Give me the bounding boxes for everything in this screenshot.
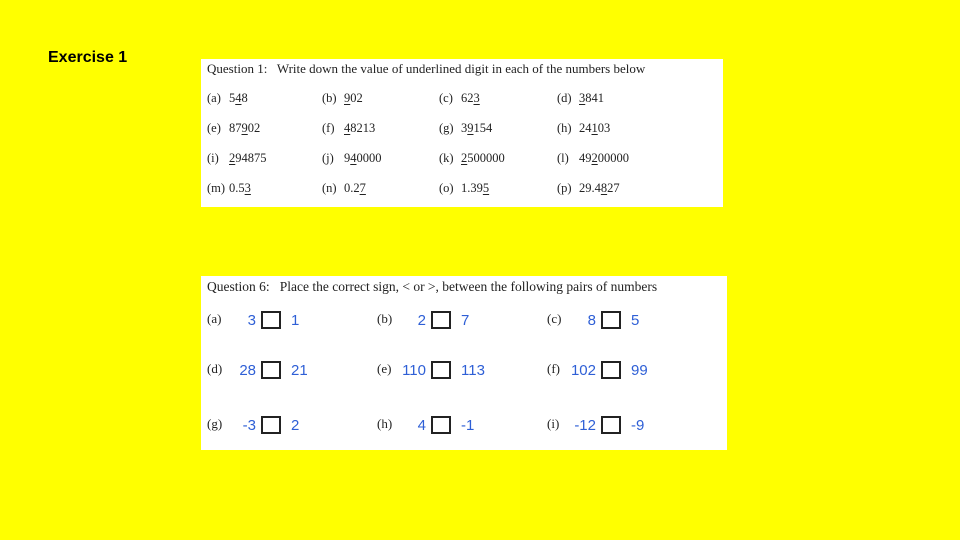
q1-underlined-digit: 7 (359, 181, 366, 195)
q1-item (322, 91, 363, 106)
q1-number-after: 500000 (467, 151, 505, 165)
q1-item-label: (a) (207, 91, 221, 105)
q1-item (557, 121, 610, 136)
q1-item (207, 121, 260, 136)
q6-item-label: (a) (207, 311, 222, 326)
q6-right-number: -1 (461, 417, 475, 434)
q1-number-before: 49 (579, 151, 592, 165)
q6-right-number: -9 (631, 417, 645, 434)
q1-underlined-digit: 4 (350, 151, 357, 165)
q1-number-before: 9 (344, 151, 351, 165)
q1-item (439, 151, 505, 166)
q6-right-number: 21 (291, 362, 308, 379)
q1-number-before: 0.5 (229, 181, 245, 195)
q1-underlined-digit: 2 (591, 151, 598, 165)
q1-item (557, 151, 629, 166)
question-1-header (207, 61, 645, 77)
q6-right-number: 7 (461, 312, 470, 329)
q6-item-label: (d) (207, 361, 223, 376)
q1-item-label: (f) (322, 121, 335, 135)
q1-item (557, 181, 620, 196)
q6-item-label: (i) (547, 416, 560, 431)
q6-item-label: (c) (547, 311, 562, 326)
q1-number-after: 8213 (350, 121, 376, 135)
q6-left-number: 28 (239, 362, 256, 379)
q1-item-label: (j) (322, 151, 334, 165)
q1-item (207, 91, 248, 106)
q6-item-label: (h) (377, 416, 393, 431)
q1-number-before: 87 (229, 121, 242, 135)
q1-number-after: 02 (247, 121, 261, 135)
q1-number-after: 8 (241, 91, 248, 105)
q6-left-number: 110 (402, 362, 426, 379)
q1-item-label: (h) (557, 121, 572, 135)
q1-item-label: (e) (207, 121, 221, 135)
q1-underlined-digit: 1 (591, 121, 598, 135)
q1-underlined-digit: 3 (244, 181, 251, 195)
q6-item-label: (f) (547, 361, 560, 376)
q1-item (322, 181, 366, 196)
q1-item-label: (d) (557, 91, 572, 105)
q1-item-label: (n) (322, 181, 337, 195)
q6-right-number: 2 (291, 417, 300, 434)
q6-left-number: 8 (587, 312, 596, 329)
q1-number-after: 27 (607, 181, 620, 195)
q6-item-label: (g) (207, 416, 223, 431)
q1-item (207, 181, 251, 196)
q1-number-after: 00000 (597, 151, 629, 165)
q6-left-number: 4 (417, 417, 426, 434)
q1-number-before: 29.4 (579, 181, 601, 195)
q1-item-label: (b) (322, 91, 337, 105)
q1-underlined-digit: 9 (241, 121, 248, 135)
answer-box[interactable] (261, 311, 281, 329)
q1-item-label: (g) (439, 121, 454, 135)
question-1-label: Question 1: (207, 61, 268, 76)
q6-left-number: 3 (247, 312, 256, 329)
q1-underlined-digit: 2 (461, 151, 468, 165)
q1-item (439, 121, 492, 136)
answer-box[interactable] (431, 311, 451, 329)
exercise-title: Exercise 1 (48, 49, 128, 66)
q1-underlined-digit: 3 (579, 91, 586, 105)
q6-right-number: 1 (291, 312, 300, 329)
q1-underlined-digit: 2 (229, 151, 236, 165)
q1-underlined-digit: 9 (467, 121, 474, 135)
q1-underlined-digit: 3 (473, 91, 480, 105)
q1-item-label: (c) (439, 91, 453, 105)
q6-left-number: 102 (570, 362, 596, 379)
q1-item (207, 151, 267, 166)
q1-item-label: (i) (207, 151, 219, 165)
q1-number-after: 0000 (356, 151, 382, 165)
q1-underlined-digit: 4 (344, 121, 351, 135)
question-6-header (207, 279, 657, 295)
question-1-card (201, 59, 723, 207)
q1-number-after: 03 (597, 121, 611, 135)
q1-underlined-digit: 5 (482, 181, 490, 195)
q1-item-label: (l) (557, 151, 569, 165)
q1-number-after: 02 (350, 91, 363, 105)
answer-box[interactable] (601, 311, 621, 329)
q6-right-number: 113 (461, 362, 485, 379)
q1-number-after: 94875 (235, 151, 267, 165)
question-6-prompt: Place the correct sign, < or >, between the following pairs of numbers (279, 279, 658, 294)
q1-item (322, 151, 382, 166)
q1-item (439, 91, 480, 106)
answer-box[interactable] (601, 416, 621, 434)
q6-left-number: 2 (417, 312, 426, 329)
question-6-card (201, 276, 727, 450)
q6-left-number: -3 (242, 417, 256, 434)
q1-number-before: 62 (461, 91, 474, 105)
answer-box[interactable] (261, 361, 281, 379)
q1-number-before: 24 (579, 121, 592, 135)
answer-box[interactable] (431, 416, 451, 434)
q1-item (557, 91, 604, 106)
q1-number-before: 1.39 (461, 181, 483, 195)
q1-number-before: 3 (461, 121, 468, 135)
q6-item-label: (b) (377, 311, 393, 326)
answer-box[interactable] (261, 416, 281, 434)
q6-right-number: 5 (631, 312, 640, 329)
q1-item-label: (m) (207, 181, 226, 195)
q1-item (439, 181, 489, 196)
q1-item-label: (p) (557, 181, 572, 195)
q1-item-label: (k) (439, 151, 454, 165)
answer-box[interactable] (431, 361, 451, 379)
q1-number-before: 0.2 (344, 181, 360, 195)
q6-item-label: (e) (377, 361, 392, 376)
answer-box[interactable] (601, 361, 621, 379)
q6-left-number: -12 (574, 417, 596, 434)
q1-underlined-digit: 9 (344, 91, 351, 105)
q1-item-label: (o) (439, 181, 454, 195)
question-6-label: Question 6: (207, 279, 270, 294)
q1-underlined-digit: 8 (600, 181, 608, 195)
q1-underlined-digit: 4 (235, 91, 242, 105)
q1-item (322, 121, 375, 136)
q1-number-before: 5 (229, 91, 236, 105)
q1-number-after: 154 (473, 121, 493, 135)
q1-number-after: 841 (585, 91, 604, 105)
question-1-prompt: Write down the value of underlined digit in each of the numbers below (276, 61, 646, 76)
q6-right-number: 99 (631, 362, 648, 379)
